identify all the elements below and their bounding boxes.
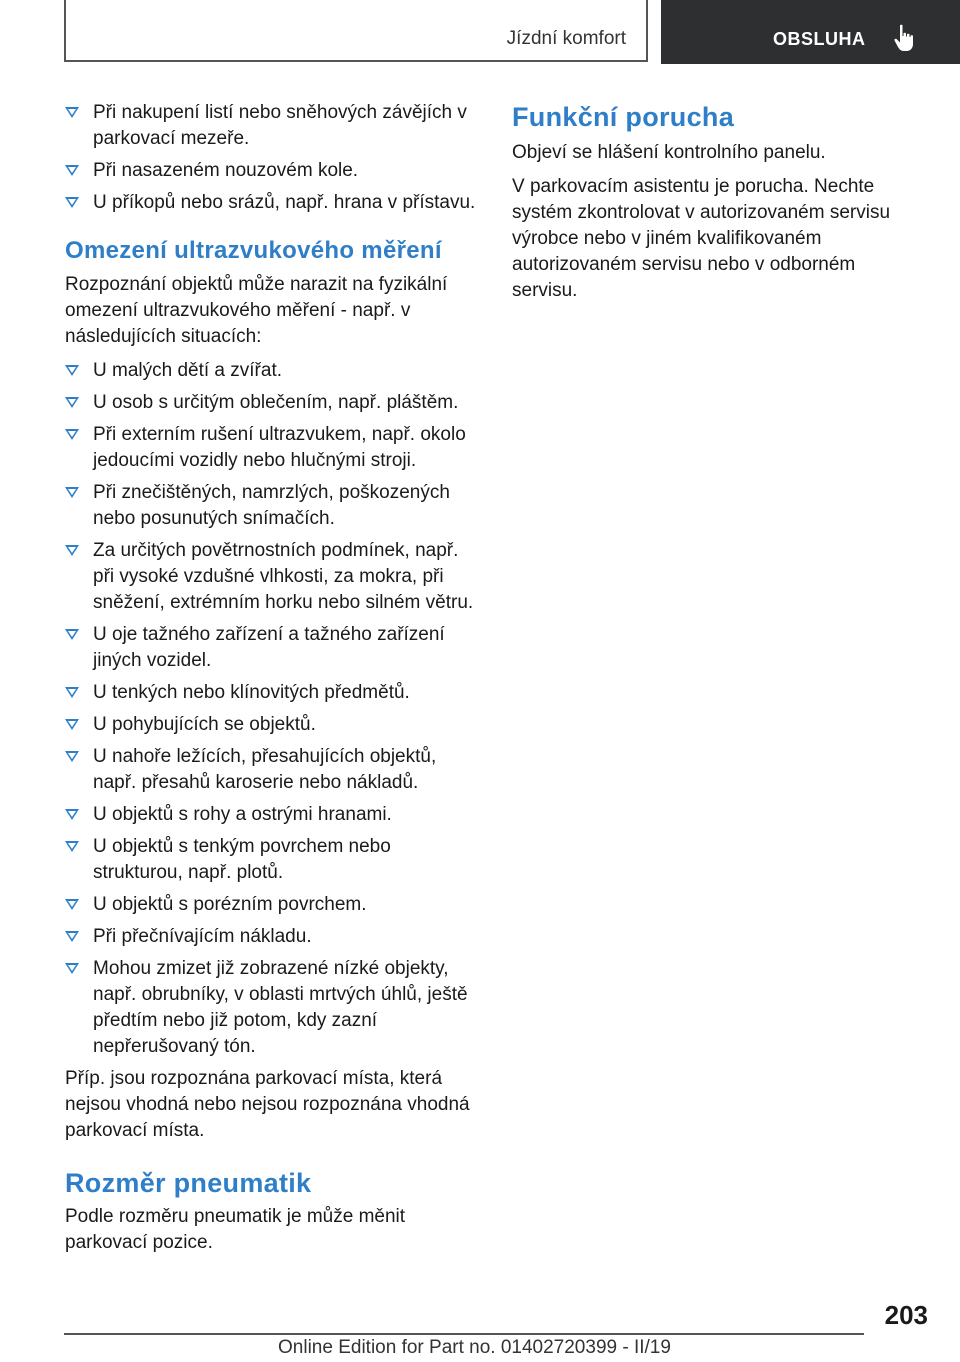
malfunction-para-1: Objeví se hlášení kontrolního panelu. bbox=[512, 142, 826, 163]
list-item: Při přečnívajícím nákladu. bbox=[65, 924, 477, 950]
triangle-bullet-icon bbox=[65, 899, 79, 910]
tire-size-text: Podle rozměru pneumatik je může měnit parkovací pozice. bbox=[65, 1206, 406, 1253]
list-item: Mohou zmizet již zobrazené nízké objekty, např. obrubníky, v oblasti mrtvých úhlů, ještě předtím nebo již potom, kdy zazní nepřerušovaný tón. bbox=[65, 956, 477, 1060]
list-item: Při externím rušení ultrazvukem, např. okolo jedoucími vozidly nebo hlučnými stroji. bbox=[65, 422, 477, 474]
triangle-bullet-icon bbox=[65, 963, 79, 974]
section-heading-malfunction: Funkční porucha bbox=[512, 102, 735, 132]
pointing-hand-icon bbox=[893, 24, 919, 52]
malfunction-para-2: V parkovacím asistentu je porucha. Nechte systém zkontrolovat v autorizovaném servisu výrobce nebo v jiném kvalifikovaném autorizovaném servisu nebo v odborném servisu. bbox=[512, 176, 891, 301]
section-intro: Rozpoznání objektů může narazit na fyzikální omezení ultrazvukového měření - např. v následujících situacích: bbox=[65, 274, 448, 347]
page-header bbox=[0, 0, 960, 66]
list-item: Při nakupení listí nebo sněhových závějích v parkovací mezeře. bbox=[65, 100, 477, 152]
triangle-bullet-icon bbox=[65, 487, 79, 498]
triangle-bullet-icon bbox=[65, 809, 79, 820]
triangle-bullet-icon bbox=[65, 107, 79, 118]
list-item: U objektů s rohy a ostrými hranami. bbox=[65, 802, 477, 828]
list-item: U pohybujících se objektů. bbox=[65, 712, 477, 738]
list-item: Za určitých povětrnostních podmínek, např. při vysoké vzdušné vlhkosti, za mokra, při sněžení, extrémním horku nebo silném větru. bbox=[65, 538, 477, 616]
triangle-bullet-icon bbox=[65, 719, 79, 730]
chapter-label: OBSLUHA bbox=[773, 29, 866, 49]
triangle-bullet-icon bbox=[65, 429, 79, 440]
list-item: U tenkých nebo klínovitých předmětů. bbox=[65, 680, 477, 706]
triangle-bullet-icon bbox=[65, 687, 79, 698]
triangle-bullet-icon bbox=[65, 751, 79, 762]
list-item: U objektů s tenkým povrchem nebo strukturou, např. plotů. bbox=[65, 834, 477, 886]
triangle-bullet-icon bbox=[65, 629, 79, 640]
footer-divider bbox=[64, 1333, 864, 1335]
chapter-tab bbox=[661, 0, 960, 64]
list-item: U oje tažného zařízení a tažného zařízení jiných vozidel. bbox=[65, 622, 477, 674]
section-title: Jízdní komfort bbox=[506, 28, 626, 49]
left-column bbox=[65, 100, 477, 1256]
list-item: U nahoře ležících, přesahujících objektů, např. přesahů karoserie nebo nákladů. bbox=[65, 744, 477, 796]
section-heading-ultrasound: Omezení ultrazvukového měření bbox=[65, 237, 442, 264]
section-title-box bbox=[64, 0, 648, 62]
list-item: U malých dětí a zvířat. bbox=[65, 358, 477, 384]
triangle-bullet-icon bbox=[65, 841, 79, 852]
list-item: U příkopů nebo srázů, např. hrana v přístavu. bbox=[65, 190, 477, 216]
edition-text: Online Edition for Part no. 01402720399 - II/19 bbox=[278, 1337, 671, 1358]
triangle-bullet-icon bbox=[65, 165, 79, 176]
triangle-bullet-icon bbox=[65, 931, 79, 942]
list-item: Při nasazeném nouzovém kole. bbox=[65, 158, 477, 184]
section-outro: Příp. jsou rozpoznána parkovací místa, která nejsou vhodná nebo nejsou rozpoznána vhodná parkovací místa. bbox=[65, 1068, 470, 1141]
list-item: U objektů s porézním povrchem. bbox=[65, 892, 477, 918]
triangle-bullet-icon bbox=[65, 545, 79, 556]
list-item: U osob s určitým oblečením, např. pláštěm. bbox=[65, 390, 477, 416]
ultrasound-bullet-list bbox=[65, 358, 477, 1060]
triangle-bullet-icon bbox=[65, 397, 79, 408]
top-bullet-list bbox=[65, 100, 477, 216]
triangle-bullet-icon bbox=[65, 197, 79, 208]
section-heading-tire-size: Rozměr pneumatik bbox=[65, 1168, 312, 1198]
list-item: Při znečištěných, namrzlých, poškozených nebo posunutých snímačích. bbox=[65, 480, 477, 532]
triangle-bullet-icon bbox=[65, 365, 79, 376]
page-number: 203 bbox=[884, 1300, 928, 1330]
right-column bbox=[512, 100, 924, 304]
